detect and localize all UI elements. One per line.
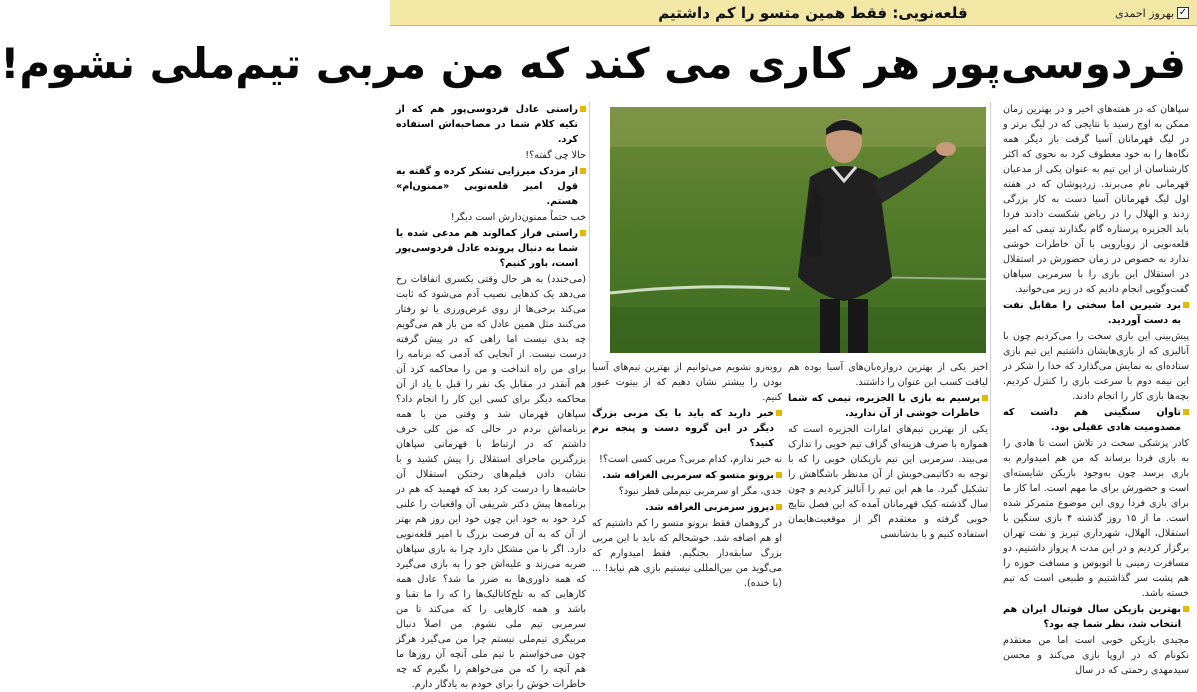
interview-question: راستی فراز کمالوند هم مدعی شده یا شما به دنبال پرونده عادل فردوسی‌پور است، باور کنیم؟ <box>396 226 586 271</box>
byline <box>1109 5 1189 21</box>
article-column-right <box>1003 102 1189 676</box>
interview-question: دیروز سرمربی الغرافه شد. <box>592 500 782 515</box>
paragraph: یکی از بهترین تیم‌های امارات الجزیره است که همواره با صرف هزینه‌ای گزاف تیم خوبی را تدارک می‌بیند. سرمربی این تیم بازیکنان خوبی را که با توجه به دکاتیمی‌خوبش از آن مدنظر باشگاهش را تشکیل گیرد. ما هم این تیم را آنالیز کردیم و چون سال گذشته کیک قهرمانان آمده که این فصل نتایج خوبی گرفته و معتقدم اگر از موقعیت‌هایمان استفاده کنیم و با بدشانسی <box>788 424 988 540</box>
paragraph: اخیر یکی از بهترین دروازه‌بان‌های آسیا بوده هم لیاقت کسب این عنوان را داشتند. <box>788 362 988 388</box>
column-divider <box>589 102 590 512</box>
author-name: بهروز احمدی <box>1115 6 1174 20</box>
paragraph: جدی، مگر او سرمربی تیم‌ملی قطر نبود؟ <box>618 486 782 497</box>
interview-question: راستی عادل فردوسی‌پور هم که از تکیه کلام شما در مصاحبه‌اش استفاده کرد. <box>396 102 586 147</box>
paragraph: پیش‌بینی این بازی سخت را می‌کردیم چون با آنالیزی که از بازی‌هایشان داشتیم این تیم بازی ستاده‌ای به نمایش می‌گذارد که خدا را شکر در این نیمه دوم با سرعت بازی را کنترل کردیم. بچه‌ها بازی کار را انجام دادند. <box>1003 331 1189 402</box>
headline: فردوسی‌پور هر کاری می کند که من مربی تیم‌ملی نشوم! <box>0 39 1186 88</box>
interview-question: از مزدک میرزایی تشکر کرده و گفته به قول امیر قلعه‌نویی «ممنون‌ام» هستم. <box>396 164 586 209</box>
paragraph: خب حتماً ممنون‌دارش است دیگر! <box>450 212 586 223</box>
kicker-title: قلعه‌نویی: فقط همین متسو را کم داشتیم <box>658 4 968 22</box>
check-icon: ✓ <box>1178 7 1188 18</box>
interview-question: برد شیرین اما سختی را مقابل نفت به دست آوردید. <box>1003 298 1189 328</box>
interview-question: تاوان سنگینی هم داشت که مصدومیت هادی عقیلی بود. <box>1003 405 1189 435</box>
article-column-left <box>396 102 586 690</box>
interview-question: بهترین بازیکن سال فوتبال ایران هم انتخاب شد، نظر شما چه بود؟ <box>1003 602 1189 632</box>
interview-question: برسیم به بازی با الجزیره، تیمی که شما خاطرات خوشی از آن ندارید. <box>788 391 988 421</box>
paragraph: کادر پزشکی سخت در تلاش است تا هادی را به بازی فردا برساند که من هم امیدوارم به بازی برسد چون به‌وجود بازیکن شایسته‌ای است و حضورش برای ما مهم است. اما کار ما برای بازی فردا روی این موضوع متمرکز شده است. ما از ۱۵ روز گذشته ۴ بازی سنگین با استقلال، الهلال، شهرداری تبریز و نفت تهران برگزار کردیم و در این مدت ۸ پرواز داشتیم، دو مسافرت زمینی با اتوبوس و مسافت حوزه را هم پشت سر گذاشتیم و طبیعی است که تیم خسته باشد. <box>1003 438 1189 599</box>
column-divider <box>990 102 991 512</box>
interview-question: خبر دارید که باید با یک مربی بزرگ دیگر در این گروه دست و پنجه نرم کنید؟ <box>592 406 782 451</box>
section-header-bar <box>390 0 1197 26</box>
paragraph: (می‌خندد) به هر حال وقتی یکسری اتفاقات رخ می‌دهد یک کدهایی نصیب آدم می‌شود که ثابت می‌کند برخی‌ها از روی غرض‌ورزی یا تو رفتار می‌کنند مثل همین عادل که من باز هم می‌گویم چه بدی نیست اما راهی که در پیش گرفته درست نیست. از آنجایی که آدمی که برنامه را برای من راه انداخت و من را محاکمه کرد آن هم آنقدر در مقابل یک نفر را قبل با یاد از آن محاکمه دیگر برای کسی این کار را انجام داد؟ سپاهان قهرمان شد و وقتی من با همه برنامه‌اش بردم در حالی که من کلی حرف داشتم که در ارتباط با قهرمانی سپاهان بزرگترین ماجرای استقلال را پیش کشید و با نشان دادن فیلم‌های رختکن استقلال آن حاشیه‌ها را درست کرد بعد که فهمید که هم در برنامه‌ها پیش دکتر شریفی آن واقعیات را علنی کرد خود به خود این چون خود این روز هم بهتر از آن که به آن فرصت بزرگ با امیر قلعه‌نویی دارد. اگر با من مشکل دارد چرا به بازی سپاهان ضربه می‌زند و علیه‌اش جو را به بازی می‌گیرد که همه داوری‌ها به ضرر ما شد؟ عادل همه کارهایی که به تلخ‌کاتالیک‌ها را که را ما‌ تقبا و باشد و همه کارهایی را که می‌کند تا من سرمربی تیم ملی نشوم. من اصلاً دنبال مربیگری تیم‌ملی نیستم چرا من می‌گیرد هرگز چون می‌خواستم با تیم ملی آنچه آن روزها ما هم آنچه را که من می‌خواهم را بگیرم که چه خاطرات خوش را برای خودم به یادگار دارم. <box>396 274 586 690</box>
paragraph: مجیدی بازیکن خوبی است اما من معتقدم نکونام که در اروپا بازی می‌کند و محسن سیدمهدی رحمتی که در سال <box>1003 635 1189 676</box>
paragraph: نه خبر ندارم، کدام مربی؟ مربی کسی است؟! <box>598 454 782 465</box>
paragraph: سپاهان که در هفته‌های اخیر و در بهترین زمان ممکن به اوج رسید با نتایجی که در لیگ برتر و در لیگ قهرمانان آسیا گرفت باز دیگر همه نگاه‌ها را به خود معطوف کرد به نحوی که اکثر کارشناسان از این تیم به عنوان یکی از مدعیان قهرمانی نام می‌برند. زردپوشان که در هفته اول لیگ قهرمانان آسیا دست به کار بزرگی زدند و الهلال را در ریاض شکست دادند فردا بابد الجزیره پرستاره گام بگذارند تیمی که امیر قلعه‌نویی از رویارویی با آن خاطرات خوشی ندارد به خصوص در زمان حضورش در استقلال در استقلال این بازی را با سرمربی سپاهان گفت‌وگویی انجام دادیم که در زیر می‌خوانید. <box>1003 104 1189 295</box>
article-column-mid-left <box>592 360 782 589</box>
article-column-mid-right <box>788 360 988 540</box>
paragraph: روبه‌رو نشویم می‌توانیم از بهترین تیم‌های آسیا بودن را بیشتر نشان دهیم که از بیتوت عبور کنیم. <box>592 362 782 403</box>
interview-question: برونو متسو که سرمربی الغرافه شد. <box>592 468 782 483</box>
paragraph: در گروهمان فقط برونو متسو را کم داشتیم که او هم اضافه شد. خوشحالم که باید با این مربی بزرگ سابقه‌دار بجنگیم. فقط امیدوارم که می‌گوید من بین‌المللی نیستیم بازی هم نیاید! ... (با خنده). <box>592 518 782 589</box>
paragraph: حالا چی گفته؟! <box>525 150 586 161</box>
coach-photo <box>610 107 986 353</box>
